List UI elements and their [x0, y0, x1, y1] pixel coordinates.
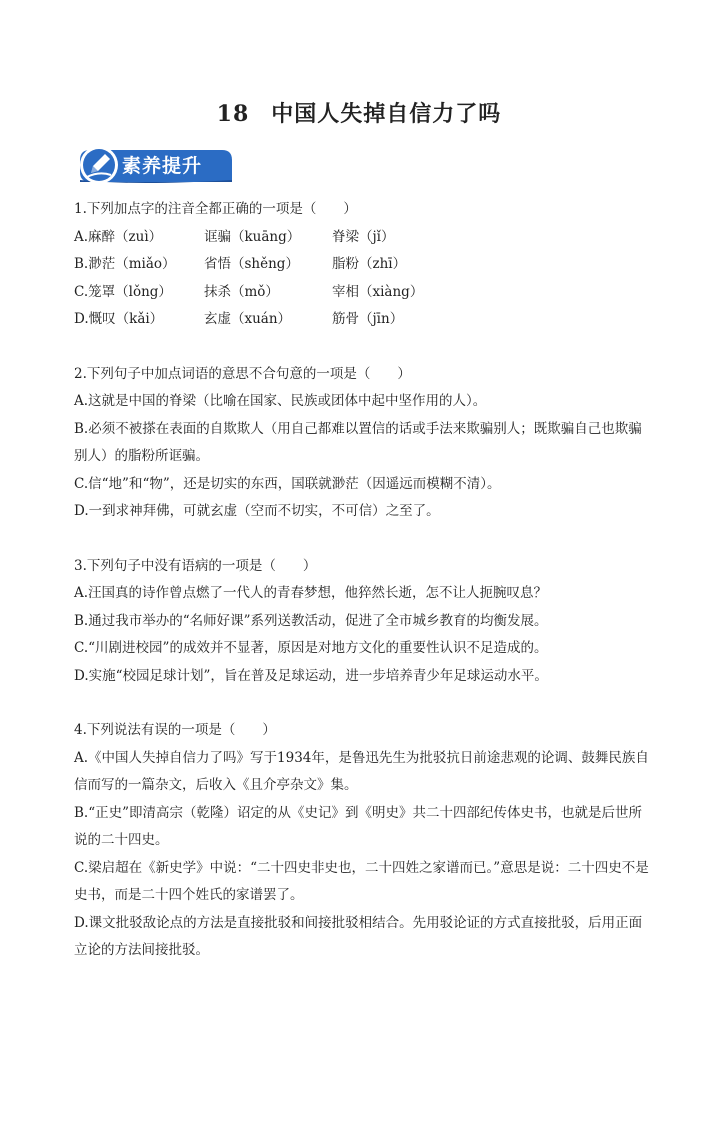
banner-label: 素养提升 [122, 155, 203, 177]
option-cell: C.笼罩（lǒng） [74, 283, 172, 300]
section-banner [76, 146, 236, 184]
option-cell: B.渺茫（miǎo） [74, 256, 176, 272]
option-row-c [74, 279, 654, 307]
option-cell: D.慨叹（kǎi） [74, 311, 164, 327]
option-cell: 诓骗（kuāng） [204, 228, 301, 245]
lesson-title [0, 97, 718, 128]
option-cell: 省悟（shěng） [204, 256, 299, 272]
pencil-icon [78, 144, 120, 186]
question-stem: 2.下列句子中加点词语的意思不合句意的一项是（ ） [74, 365, 411, 382]
option-cell: 玄虚（xuán） [204, 311, 292, 327]
option-b: B.“正史”即清高宗（乾隆）诏定的从《史记》到《明史》共二十四部纪传体史书，也就是后世所说的二十四史。 [74, 804, 643, 848]
option-c: C.“川剧进校园”的成效并不显著，原因是对地方文化的重要性认识不足造成的。 [74, 640, 548, 656]
option-b: B.必须不被搽在表面的自欺欺人（用自己都难以置信的话或手法来欺骗别人；既欺骗自己也欺骗别人）的脂粉所诓骗。 [74, 420, 642, 464]
option-cell: 脂粉（zhī） [332, 256, 407, 272]
question-3 [74, 553, 654, 691]
option-a: A.《中国人失掉自信力了吗》写于1934年，是鲁迅先生为批驳抗日前途悲观的论调、鼓舞民族自信而写的一篇杂文，后收入《且介亭杂文》集。 [74, 749, 649, 793]
option-d: D.实施“校园足球计划”，旨在普及足球运动，进一步培养青少年足球运动水平。 [74, 667, 548, 684]
option-a: A.汪国真的诗作曾点燃了一代人的青春梦想，他猝然长逝，怎不让人扼腕叹息？ [74, 585, 548, 601]
question-stem: 3.下列句子中没有语病的一项是（ ） [74, 557, 317, 574]
option-c: C.梁启超在《新史学》中说：“二十四史非史也，二十四姓之家谱而已。”意思是说：二十四史不是史书，而是二十四个姓氏的家谱罢了。 [74, 859, 649, 903]
question-1 [74, 196, 654, 334]
questions [74, 196, 654, 992]
question-4 [74, 717, 654, 965]
lesson-title-text: 中国人失掉自信力了吗 [271, 101, 502, 127]
option-a: A.这就是中国的脊梁（比喻在国家、民族或团体中起中坚作用的人）。 [74, 393, 487, 409]
option-cell: 抹杀（mǒ） [204, 283, 279, 300]
option-row-d [74, 306, 654, 334]
option-c: C.信“地”和“物”，还是切实的东西，国联就渺茫（因遥远而模糊不清）。 [74, 475, 501, 492]
option-b: B.通过我市举办的“名师好课”系列送教活动，促进了全市城乡教育的均衡发展。 [74, 612, 548, 629]
question-stem: 1.下列加点字的注音全都正确的一项是（ ） [74, 201, 357, 217]
option-cell: 宰相（xiàng） [332, 283, 424, 300]
lesson-number: 18 [216, 101, 250, 127]
option-cell: 筋骨（jīn） [332, 311, 404, 327]
option-d: D.一到求神拜佛，可就玄虚（空而不切实，不可信）之至了。 [74, 503, 440, 519]
option-row-a [74, 224, 654, 252]
question-2 [74, 361, 654, 526]
option-cell: A.麻醉（zuì） [74, 228, 163, 245]
option-cell: 脊梁（jǐ） [332, 228, 395, 245]
option-d: D.课文批驳敌论点的方法是直接批驳和间接批驳相结合。先用驳论证的方式直接批驳，后用正面立论的方法间接批驳。 [74, 914, 643, 958]
question-stem: 4.下列说法有误的一项是（ ） [74, 722, 276, 738]
option-row-b [74, 251, 654, 279]
